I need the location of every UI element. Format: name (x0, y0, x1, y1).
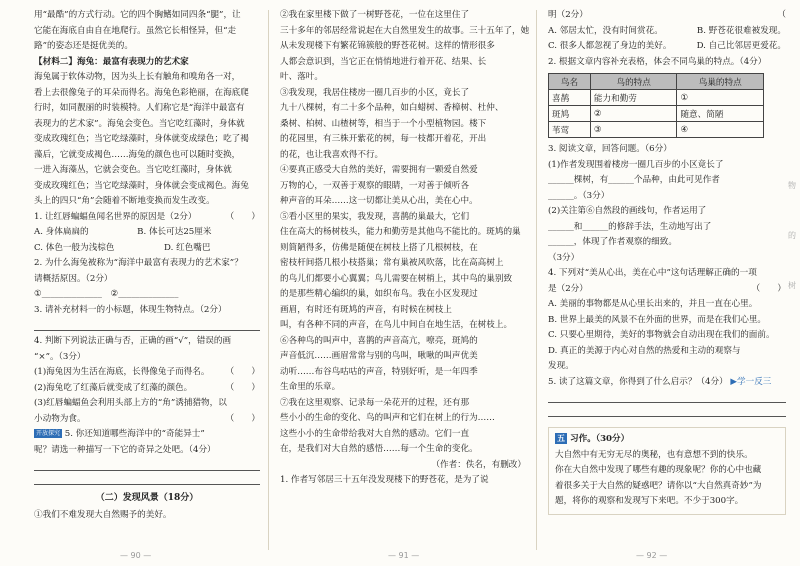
question-4-item: (2)海兔吃了红藻后就变成了红藻的颜色。 （ ） (34, 382, 260, 393)
table-header: 鸟名 (549, 74, 591, 90)
writing-prompt: 大自然中有无穷无尽的奥秘，也有意想不到的快乐。 (555, 449, 753, 460)
text-line: ①我们不难发现大自然赐予的美好。 (34, 510, 172, 520)
text-line: 种声音的耳朵……这一切都让美从心出，美在心中。 (280, 196, 478, 206)
table-row (549, 106, 764, 122)
table-cell[interactable]: ① (677, 90, 764, 106)
question-2: 2. 为什么海兔被称为“海洋中最富有表现力的艺术家”？ (34, 258, 243, 268)
question-4: 4. 判断下列说法正确与否，正确的画“√”，错误的画 (34, 336, 232, 346)
question-1-tail: 明（2分） （ (548, 10, 786, 20)
text-line: ②我在家里楼下做了一树野苍花，一位在这里住了 (280, 10, 470, 20)
text-line: 九十八棵树，有二十多个品种，如白蜡树、香樟树、杜仲、 (280, 103, 504, 113)
option-d: D. 真正的美源于内心对自然的热爱和主动的观察与 (548, 345, 741, 356)
text-line: ⑦我在这里观察、记录每一朵花开的过程，还有那 (280, 397, 470, 408)
question-3-2: （3分） (548, 252, 580, 263)
option-b: B. 野苍花很难被发现。 (696, 25, 786, 36)
text-line: 它能在海底自由自在地爬行。虽然它长相怪异，但“走 (34, 25, 237, 36)
question-5: 5. 读了这篇文章，你得到了什么启示？（4分） ▶学一反三 (548, 376, 772, 387)
question-3-2: (2)关注第⑥自然段的画线句，作者运用了 (548, 206, 707, 216)
text-line: 看上去很像兔子的耳朵而得名。海兔色彩艳丽，在海底爬 (34, 87, 249, 98)
writing-prompt: 你在大自然中发现了哪些有趣的现象呢？你的心中也藏 (555, 465, 762, 475)
text-line: 则简陋得多，仿佛是随便在树枝上搭了几根树枝，在 (280, 242, 478, 253)
option-b: B. 世界上最美的风景不在外面的世界，而是在我们心里。 (548, 314, 767, 325)
question-1: 1. 让红唇蝙蝠鱼闻名世界的原因是（2分） （ ） (34, 211, 260, 222)
question-3-2[interactable]: ______，体现了作者观察的细致。 (548, 237, 677, 247)
bird-table (548, 73, 764, 138)
option-b: B. 体长可达25厘米 (137, 227, 212, 237)
text-line: 密枝杆间搭几根小枝搭巢；常有巢被风吹落，比在高高树上 (280, 258, 504, 268)
text-line: 声音低沉……画眉常常与别的鸟叫，啾啾的叫声优美 (280, 351, 478, 361)
page-number: — 90 — (120, 551, 152, 560)
question-3-2[interactable]: ______和______的修辞手法，生动地写出了 (548, 221, 712, 232)
text-line: 的花园里，有三株开紫花的树，每一枝都开着花，开出 (280, 134, 487, 144)
question-2: 2. 根据文章内容补充表格，体会不同鸟巢的特点。（4分） (548, 56, 767, 67)
section-number-tag: 五 (557, 433, 565, 443)
page-number: — 92 — (636, 551, 668, 560)
question-4-item: (3)红唇蝙蝠鱼会利用头部上方的“角”诱捕猎物，以 （ ） (34, 398, 260, 424)
page-number: — 91 — (388, 551, 420, 560)
option-a: A. 身体扁扁的 (34, 227, 89, 237)
text-line: 叫，有各种不同的声音，在鸟儿中间自在地生活，在树枝上。 (280, 320, 513, 330)
page-column-90 (0, 0, 268, 566)
question-4-item: 小动物为食。 (34, 413, 86, 424)
option-c: C. 只要心里期待，美好的事物就会自动出现在我们的面前。 (548, 330, 775, 340)
question-2-answers[interactable]: ①______________ ②______________ (34, 289, 179, 299)
question-1-options (34, 225, 260, 241)
text-line: 这些小小的生命带给我对大自然的感动。它们一直 (280, 428, 470, 439)
text-line: 桑树、柏树、山楂树等，相当于一个小型植物园。楼下 (280, 118, 487, 129)
text-line: 用“最酷”的方式行动。它的四个胸鳍如同四条“腿”，让 (34, 10, 241, 20)
answer-line[interactable] (548, 406, 786, 417)
answer-line[interactable] (34, 474, 260, 485)
text-line: 路”的姿态还是挺优美的。 (34, 41, 133, 51)
question-5: 开放探究 5. 你还知道哪些海洋中的“奇能异士” (36, 429, 205, 439)
text-line: 三十多年的邻居经常说起在大自然里发生的故事。三十五年了，她 (280, 25, 530, 36)
answer-line[interactable] (34, 320, 260, 331)
side-label: 物 (788, 181, 796, 190)
question-4: 4. 下列对“美从心出，美在心中”这句话理解正确的一项 (548, 268, 757, 278)
text-line: 在，是我们对大自然的感悟……每一个生命的变化。 (280, 444, 478, 454)
option-d: D. 红色嘴巴 (164, 242, 211, 253)
question-3-1[interactable]: ______棵树，有______个品种，由此可见作者 (548, 175, 720, 185)
table-row (549, 90, 764, 106)
text-line: ⑥各种鸟的叫声中，喜鹊的声音高亢，嘹亮，斑鸠的 (280, 335, 478, 346)
material2-title: 【材料二】海兔：最富有表现力的艺术家 (34, 56, 189, 67)
question-2-sub: 请概括原因。（2分） (34, 273, 113, 284)
table-cell: 苇莺 (549, 122, 591, 138)
text-line: 些小小的生命的变化、鸟的叫声和它们在树上的行为…… (280, 413, 495, 423)
text-line: 表现力的艺术家”。海兔会变色。当它吃红藻时，身体就 (34, 118, 245, 129)
question-3: 3. 请补充材料一的小标题，体现生物特点。（2分） (34, 304, 227, 315)
text-line: 的鸟儿们都要小心翼翼；鸟儿需要在树梢上，其中鸟的巢别致 (280, 273, 513, 284)
section-title: （二）发现风景（18分） (95, 493, 199, 503)
table-cell[interactable]: ② (590, 106, 677, 122)
text-line: 的花，也让我喜欢得不行。 (280, 149, 384, 160)
question-1: 1. 作者写邻居三十五年没发现楼下的野苍花，是为了说 (280, 475, 489, 485)
text-line: 一进入海藻丛，它就会变色。当它吃红藻时，身体就 (34, 165, 232, 175)
text-line: 人都会意识到，当它正在悄悄地进行着开花、结果、长 (280, 56, 487, 67)
option-a: A. 邻居太忙，没有时间赏花。 (548, 25, 663, 36)
side-label: 树 (788, 281, 796, 290)
question-3: 3. 阅读文章，回答问题。（6分） (548, 144, 672, 154)
writing-prompt: 题，将你的观察和发现写下来吧。不少于300字。 (555, 496, 744, 506)
option-d: D. 自己比邻居更爱花。 (696, 41, 786, 51)
side-label: 的 (788, 231, 796, 240)
text-line: 画眉，有时还有斑鸠的声音，有时候在树枝上 (280, 304, 452, 315)
table-cell: 能力和勤劳 (590, 90, 677, 106)
question-4-sub: 是（2分） （ ） (548, 283, 786, 294)
option-a: A. 美丽的事物都是从心里长出来的，并且一直在心里。 (548, 299, 758, 309)
text-line: 变成玫瑰红色；当它吃绿藻时，身体就会变成褐色。海兔 (34, 180, 249, 191)
text-line: 海兔属于软体动物，因为头上长有触角和嗅角各一对， (34, 72, 241, 82)
open-inquiry-tag: 开放探究 (36, 430, 61, 437)
learn-more-link[interactable]: ▶学一反三 (730, 376, 772, 387)
text-line: 万物的心，一双善于观察的眼睛，一对善于倾听各 (280, 180, 470, 191)
passage-body (280, 8, 530, 458)
text-line: ④要真正感受大自然的美好，需要拥有一颗爱自然爱 (280, 165, 478, 175)
answer-line[interactable] (34, 460, 260, 471)
question-1-options (34, 241, 260, 257)
text-line: 头上的四只“角”会随着不断地变换而发生改变。 (34, 196, 215, 206)
text-line: ⑤看小区里的果实，我发现，喜鹊的巢最大，它们 (280, 211, 470, 222)
text-line: 生命里的乐章。 (280, 382, 341, 392)
text-line: 行时，如同靓丽的时装模特。人们称它是“海洋中最富有 (34, 103, 245, 113)
text-line: 的是那些精心编织的巢，如织布鸟。我在小区发现过 (280, 289, 478, 299)
question-1-options (548, 39, 786, 55)
page-column-91 (268, 0, 536, 566)
writing-prompt: 着很多关于大自然的疑惑吧？请你以“大自然真奇妙”为 (555, 480, 762, 491)
table-cell: 随意、简陋 (677, 106, 764, 122)
question-4-sub: “×”。（3分） (34, 351, 86, 362)
source-note: （作者：佚名，有删改） (431, 459, 526, 470)
option-d-cont: 发现。 (548, 361, 574, 371)
text-line: 变成玫瑰红色；当它吃绿藻时，身体就变成绿色；吃了褐 (34, 134, 249, 144)
question-4-item: (1)海兔因为生活在海底，长得像兔子而得名。 （ ） (34, 367, 260, 377)
text-line: ③我发现，我居住楼房一圈几百步的小区，竟长了 (280, 87, 470, 98)
option-c: C. 体色一般为浅棕色 (34, 242, 115, 253)
option-c: C. 很多人都忽视了身边的美好。 (548, 41, 672, 51)
text-line: 藻后，它就变成褐色……海兔的颜色也可以随时变换， (34, 149, 241, 160)
table-row (549, 122, 764, 138)
question-3-1[interactable]: ______。（3分） (548, 190, 610, 201)
table-header: 鸟巢的特点 (677, 74, 764, 90)
table-cell: 喜鹊 (549, 90, 591, 106)
question-5-sub: 呢？请选一种描写一下它的奇异之处吧。（4分） (34, 444, 216, 455)
writing-title: 五 习作。（30分） (557, 433, 630, 444)
answer-line[interactable] (548, 392, 786, 403)
table-cell: 斑鸠 (549, 106, 591, 122)
page-column-92 (536, 0, 800, 566)
question-3-1: (1)作者发现围着楼房一圈几百步的小区竟长了 (548, 159, 724, 170)
writing-section (548, 427, 786, 515)
table-header: 鸟的特点 (590, 74, 677, 90)
table-cell[interactable]: ③ (590, 122, 677, 138)
material2-body (34, 70, 260, 210)
text-line: 动听……布谷鸟咕咕的声音，特别好听，是一年四季 (280, 366, 478, 377)
table-cell[interactable]: ④ (677, 122, 764, 138)
text-line: 叶、落叶。 (280, 72, 323, 82)
text-line: 从未发现楼下有繁花锦簇般的野苍花树。这样的情形很多 (280, 41, 495, 51)
text-line: 住在高大的杨树枝头，能力和勤劳是其他鸟不能比的。斑鸠的巢 (280, 227, 521, 237)
question-1-options (548, 24, 786, 40)
